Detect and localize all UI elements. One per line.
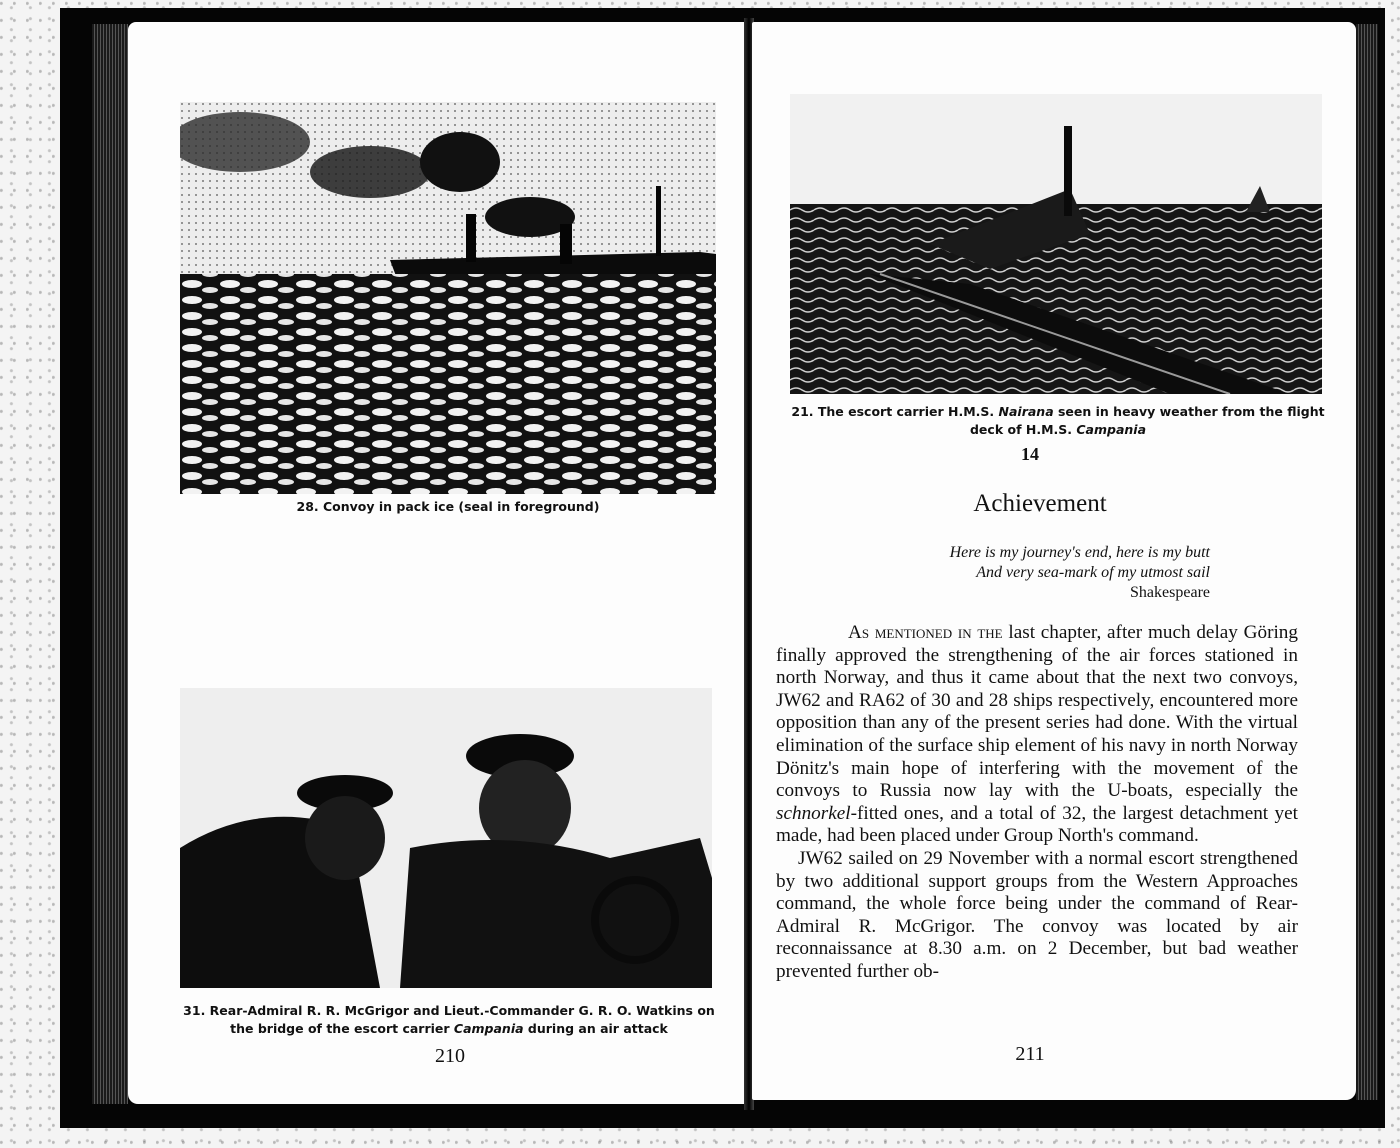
caption-21-text: 21. The escort carrier H.M.S. (791, 404, 999, 419)
paragraph-2: JW62 sailed on 29 November with a normal escort strengthened by two additional support groups from the Western Approaches command, the whole force being under the command of Rear-Admiral R. McGrigor. The convoy was located by air reconnaissance at 8.30 a.m. on 2 December, but bad weather prevented further ob- (776, 847, 1298, 982)
right-page-edges (1356, 24, 1378, 1100)
epigraph-line-1: Here is my journey's end, here is my butt (949, 544, 1210, 561)
photo-convoy-in-pack-ice (180, 102, 716, 494)
folio-left: 210 (435, 1045, 465, 1067)
left-page-edges (92, 24, 128, 1104)
epigraph-author: Shakespeare (1130, 584, 1210, 601)
figure-caption-28: 28. Convoy in pack ice (seal in foreground) (296, 499, 600, 514)
caption-21-text-2: seen in heavy weather from the flight deck of H.M.S. (969, 404, 1325, 438)
figure-caption-21 (788, 403, 1328, 439)
chapter-body (776, 622, 1298, 984)
photo-escort-carrier-heavy-weather (790, 94, 1322, 394)
paragraph-1-italic: schnorkel (776, 802, 851, 824)
paragraph-1-text-a: last chapter, after much delay Göring finally approved the strengthening of the air forces stationed in north Norway, and thus it came about that the next two convoys, JW62 and RA62 of 30 and 28 ships respectively, encountered more opposition than any of the present series had done. With the virtual elimination of the surface ship element of his navy in north Norway Dönitz's main hope of interfering with the movement of the convoys to Russia now lay with the U-boats, especially the (776, 622, 1298, 802)
chapter-title: Achievement (973, 490, 1107, 517)
figure-caption-31 (178, 1002, 720, 1038)
caption-31-text: 31. Rear-Admiral R. R. McGrigor and Lieut.-Commander G. R. O. Watkins on the bridge of the escort carrier (183, 1003, 715, 1037)
caption-21-ship-2: Campania (1076, 422, 1147, 438)
photo-officers-on-bridge (180, 688, 712, 988)
caption-21-ship-1: Nairana (998, 404, 1054, 419)
paragraph-1-lead-in: As mentioned in the (848, 622, 1003, 643)
epigraph-line-2: And very sea-mark of my utmost sail (976, 564, 1210, 581)
paragraph-1-text-b: -fitted ones, and a total of 32, the largest detachment yet made, had been placed under Group North's command. (776, 802, 1298, 847)
caption-31-ship: Campania (453, 1021, 524, 1037)
paragraph-1 (776, 622, 1298, 848)
folio-right: 211 (1015, 1043, 1045, 1065)
epigraph (830, 543, 1210, 603)
chapter-number: 14 (1021, 444, 1039, 464)
caption-31-text-end: during an air attack (523, 1021, 668, 1037)
